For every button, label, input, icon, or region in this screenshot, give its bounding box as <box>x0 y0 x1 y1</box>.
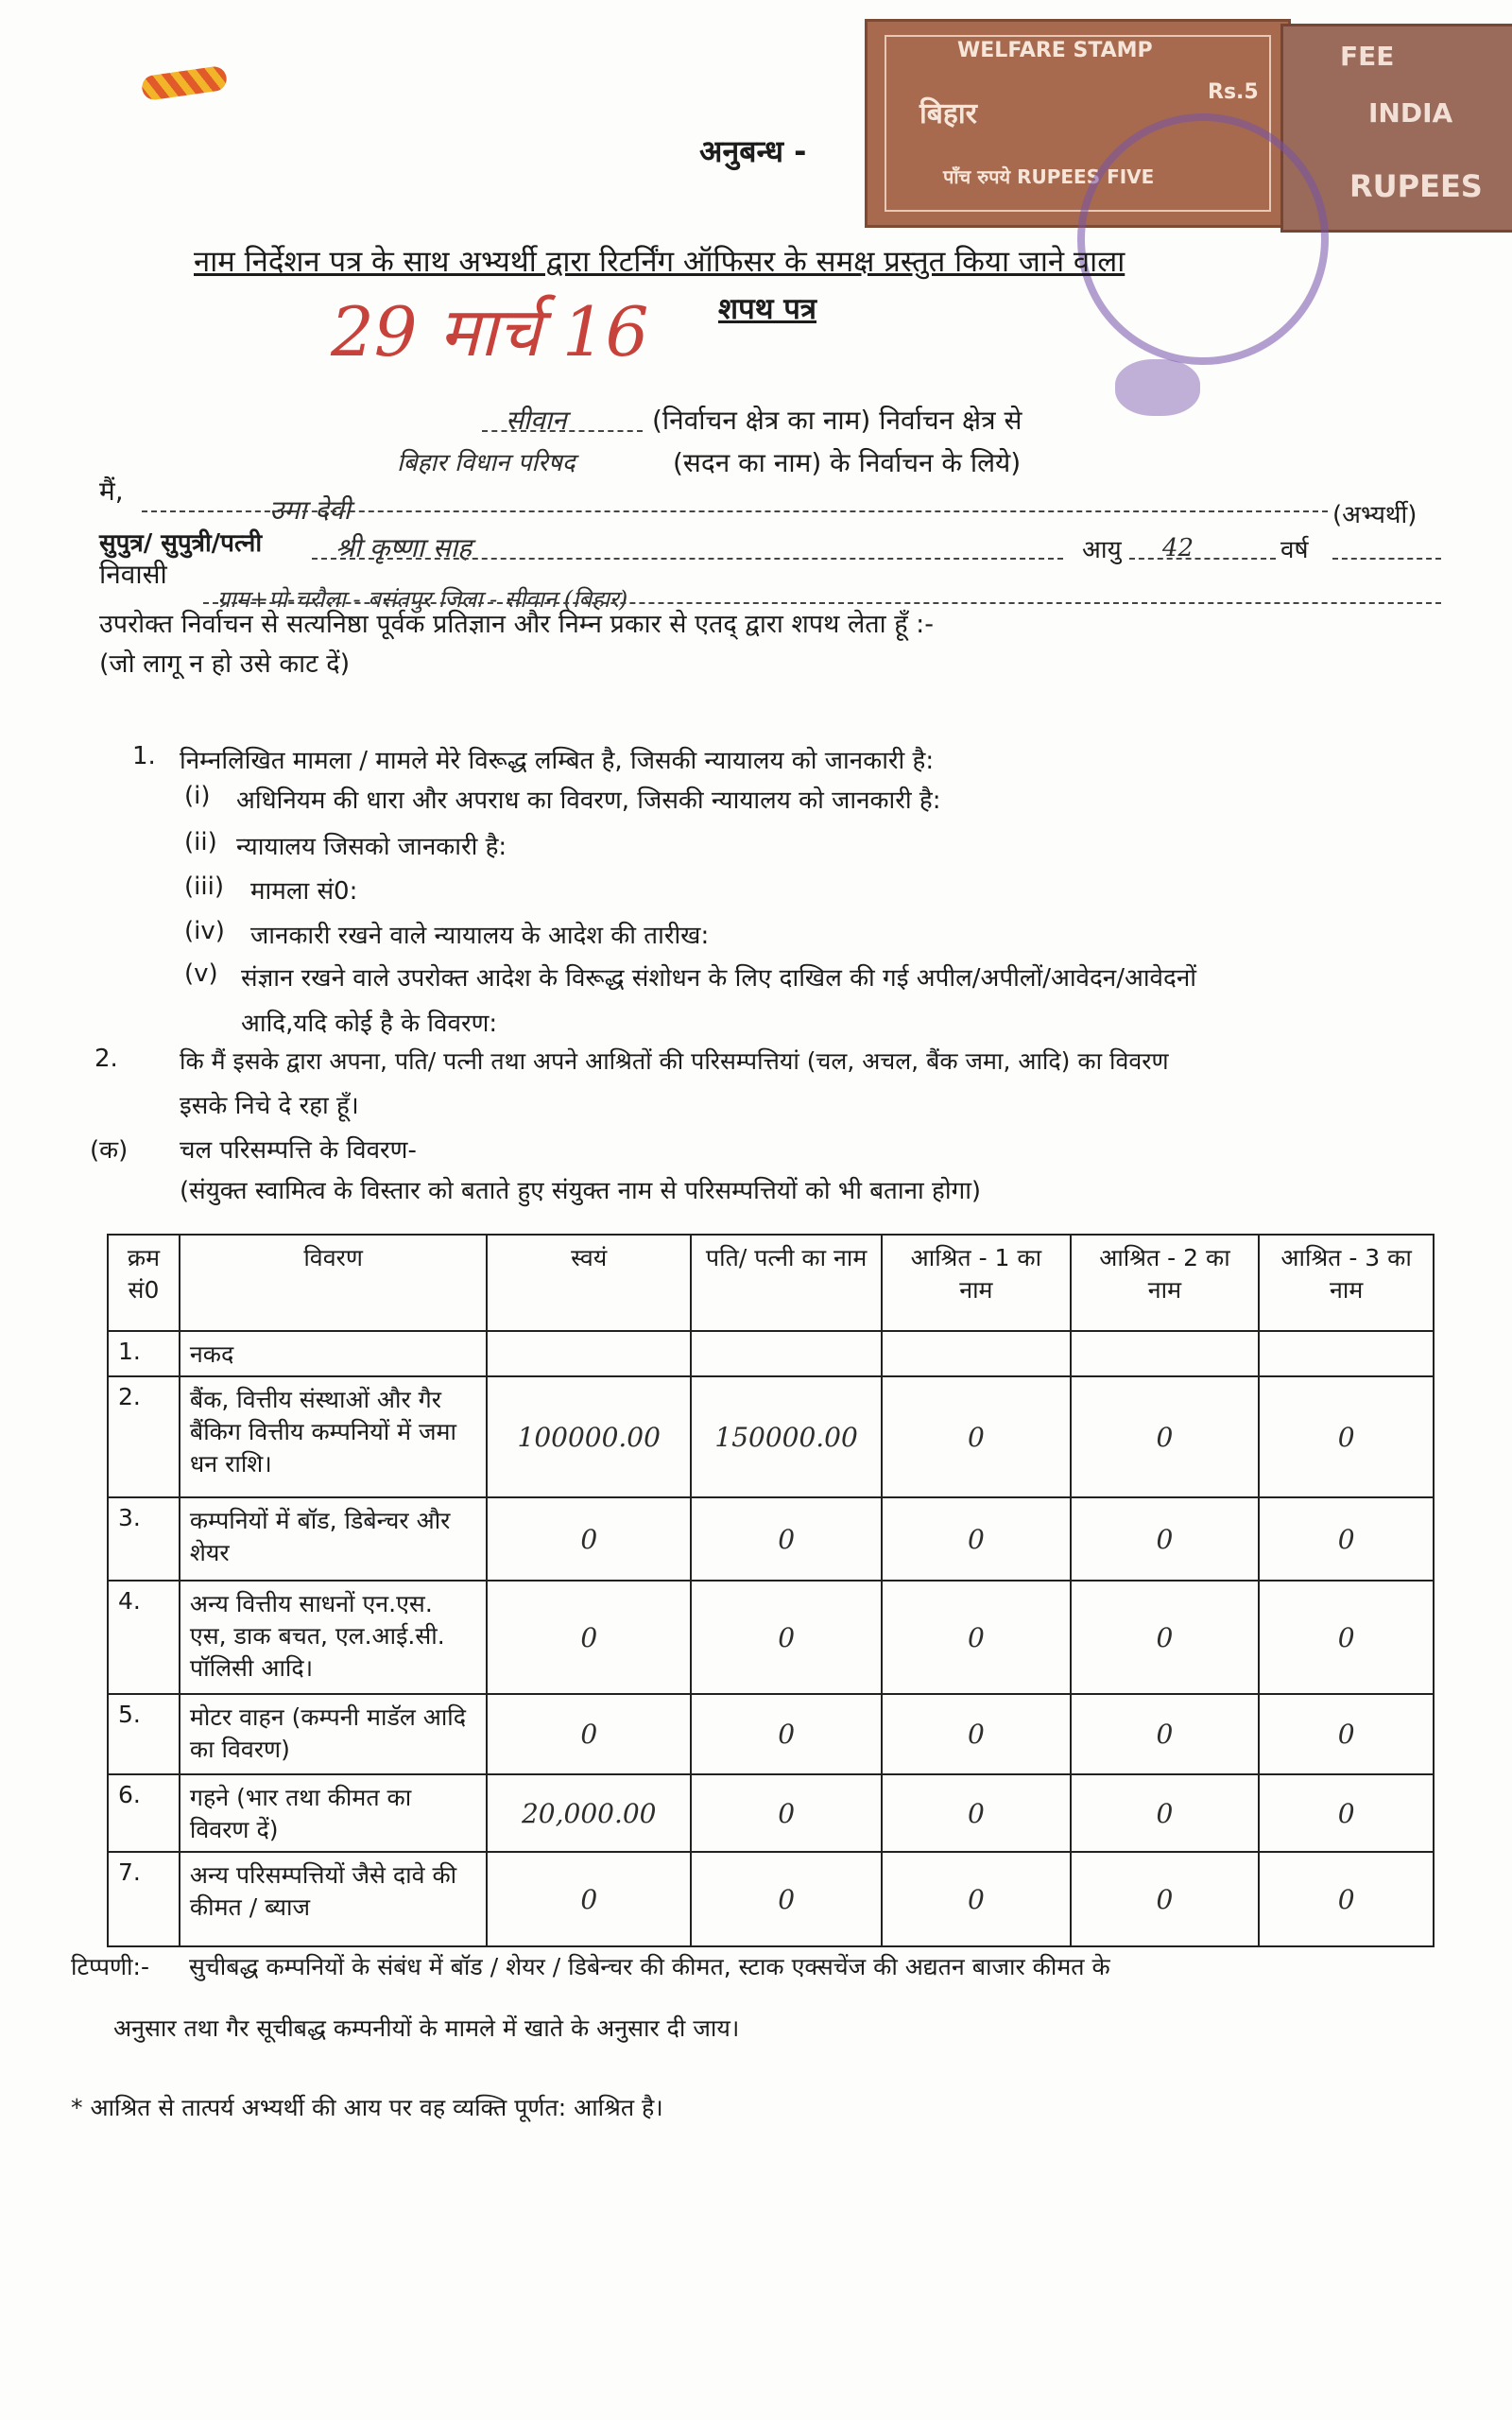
oath-line: उपरोक्त निर्वाचन से सत्यनिष्ठा पूर्वक प्रतिज्ञान और निम्न प्रकार से एतद् द्वारा शपथ लेता हूँ :- <box>99 610 935 639</box>
footnote: * आश्रित से तात्पर्य अभ्यर्थी की आय पर वह व्यक्ति पूर्णत: आश्रित है। <box>71 2094 663 2121</box>
movable-assets-table <box>107 1234 1435 1947</box>
sub-5-text: संज्ञान रखने वाले उपरोक्त आदेश के विरूद्ध संशोधन के लिए दाखिल की गई अपील/अपीलों/आवेदन/आवेदनों <box>241 964 1196 993</box>
house-value: बिहार विधान परिषद <box>397 449 576 477</box>
constituency-value: सीवान <box>506 405 567 436</box>
item-2-continuation: इसके निचे दे रहा हूँ। <box>180 1092 359 1120</box>
row-description: नकद <box>180 1331 487 1376</box>
value-dependent-3: 0 <box>1259 1581 1434 1694</box>
row-description: अन्य परिसम्पत्तियों जैसे दावे की कीमत / ब्याज <box>180 1852 487 1946</box>
row-description: मोटर वाहन (कम्पनी माडॅल आदि का विवरण) <box>180 1694 487 1774</box>
sub-2-number: (ii) <box>184 828 217 856</box>
sub-5-continuation: आदि,यदि कोई है के विवरण: <box>241 1010 498 1038</box>
item-2-text: कि मैं इसके द्वारा अपना, पति/ पत्नी तथा अपने आश्रितों की परिसम्पत्तियां (चल, अचल, बैंक जमा, आदि) का विवरण <box>180 1047 1169 1075</box>
candidate-label: (अभ्यर्थी) <box>1332 501 1418 529</box>
row-serial: 7. <box>108 1852 180 1946</box>
sub-3-text: मामला सं0: <box>250 877 358 906</box>
item-2-number: 2. <box>94 1045 118 1073</box>
value-dependent-3 <box>1259 1331 1434 1376</box>
row-serial: 1. <box>108 1331 180 1376</box>
value-spouse: 0 <box>691 1497 882 1581</box>
section-ka-title: चल परिसम्पत्ति के विवरण- <box>180 1136 417 1165</box>
age-label: आयु <box>1082 536 1122 564</box>
house-label: (सदन का नाम) के निर्वाचन के लिये) <box>673 447 1022 478</box>
value-dependent-1: 0 <box>882 1581 1071 1694</box>
seal-smudge <box>1115 359 1200 416</box>
value-self: 0 <box>487 1497 691 1581</box>
value-dependent-3: 0 <box>1259 1694 1434 1774</box>
value-spouse: 0 <box>691 1581 882 1694</box>
value-dependent-1 <box>882 1331 1071 1376</box>
col-description: विवरण <box>180 1235 487 1331</box>
value-self: 100000.00 <box>487 1376 691 1497</box>
value-dependent-2 <box>1071 1331 1260 1376</box>
row-description: कम्पनियों में बॉड, डिबेन्चर और शेयर <box>180 1497 487 1581</box>
value-dependent-1: 0 <box>882 1497 1071 1581</box>
value-spouse <box>691 1331 882 1376</box>
value-dependent-2: 0 <box>1071 1852 1260 1946</box>
i-label: मैं, <box>99 475 124 507</box>
item-1-number: 1. <box>132 742 156 770</box>
note-line-1: सुचीबद्ध कम्पनियों के संबंध में बॉड / शेयर / डिबेन्चर की कीमत, स्टाक एक्सचेंज की अद्यतन बाजार कीमत के <box>189 1953 1110 1980</box>
constituency-label: (निर्वाचन क्षेत्र का नाम) निर्वाचन क्षेत्र से <box>652 405 1022 436</box>
handwritten-date: 29 मार्च 16 <box>331 292 649 372</box>
table-row <box>108 1774 1434 1852</box>
note-label: टिप्पणी:- <box>71 1953 149 1980</box>
resident-label: निवासी <box>99 559 167 590</box>
item-1-text: निम्नलिखित मामला / मामले मेरे विरूद्ध लम्बित है, जिसकी न्यायालय को जानकारी है: <box>180 747 935 775</box>
sub-1-number: (i) <box>184 782 211 810</box>
col-spouse: पति/ पत्नी का नाम <box>691 1235 882 1331</box>
col-dependent-1: आश्रित - 1 का नाम <box>882 1235 1071 1331</box>
value-dependent-2: 0 <box>1071 1376 1260 1497</box>
row-serial: 6. <box>108 1774 180 1852</box>
page-title: शपथ पत्र <box>718 292 817 326</box>
col-self: स्वयं <box>487 1235 691 1331</box>
value-dependent-2: 0 <box>1071 1694 1260 1774</box>
value-spouse: 0 <box>691 1774 882 1852</box>
sub-1-text: अधिनियम की धारा और अपराध का विवरण, जिसकी न्यायालय को जानकारी है: <box>236 786 941 815</box>
table-row <box>108 1331 1434 1376</box>
row-serial: 3. <box>108 1497 180 1581</box>
binding-thread <box>141 65 229 101</box>
table-row <box>108 1376 1434 1497</box>
relation-value: श्री कृष्णा साह <box>335 532 472 563</box>
table-row <box>108 1497 1434 1581</box>
row-serial: 5. <box>108 1694 180 1774</box>
candidate-name: उमा देवी <box>269 494 351 526</box>
resident-value: ग्राम+पो-चरौला - बसंतपुर जिला - सीवान (बिहार) <box>217 586 628 613</box>
years-label: वर्ष <box>1280 536 1309 564</box>
note-line-2: अनुसार तथा गैर सूचीबद्ध कम्पनीयों के मामले में खाते के अनुसार दी जाय। <box>113 2014 740 2042</box>
value-dependent-1: 0 <box>882 1376 1071 1497</box>
age-value: 42 <box>1162 534 1194 562</box>
value-dependent-3: 0 <box>1259 1497 1434 1581</box>
sub-4-text: जानकारी रखने वाले न्यायालय के आदेश की तारीख: <box>250 922 710 950</box>
value-dependent-1: 0 <box>882 1852 1071 1946</box>
row-description: गहने (भार तथा कीमत का विवरण दें) <box>180 1774 487 1852</box>
relation-label: सुपुत्र/ सुपुत्री/पत्नी <box>99 529 263 558</box>
fee-stamp: FEE INDIA RUPEES <box>1280 24 1512 233</box>
sub-5-number: (v) <box>184 959 218 988</box>
row-description: बैंक, वित्तीय संस्थाओं और गैर बैंकिग वित्तीय कम्पनियों में जमा धन राशि। <box>180 1376 487 1497</box>
row-serial: 4. <box>108 1581 180 1694</box>
welfare-stamp: WELFARE STAMP Rs.5 बिहार पाँच रुपये RUPEES FIVE <box>865 19 1291 228</box>
col-serial: क्रम सं0 <box>108 1235 180 1331</box>
value-dependent-1: 0 <box>882 1694 1071 1774</box>
value-dependent-2: 0 <box>1071 1497 1260 1581</box>
value-dependent-3: 0 <box>1259 1774 1434 1852</box>
col-dependent-3: आश्रित - 3 का नाम <box>1259 1235 1434 1331</box>
value-self: 0 <box>487 1852 691 1946</box>
joint-ownership-note: (संयुक्त स्वामित्व के विस्तार को बताते हुए संयुक्त नाम से परिसम्पत्तियों को भी बताना होगा) <box>180 1177 982 1205</box>
strike-note: (जो लागू न हो उसे काट दें) <box>99 649 351 679</box>
value-dependent-3: 0 <box>1259 1376 1434 1497</box>
value-spouse: 0 <box>691 1694 882 1774</box>
table-row <box>108 1581 1434 1694</box>
value-self: 20,000.00 <box>487 1774 691 1852</box>
value-self <box>487 1331 691 1376</box>
sub-2-text: न्यायालय जिसको जानकारी है: <box>236 833 507 861</box>
value-dependent-2: 0 <box>1071 1581 1260 1694</box>
value-spouse: 0 <box>691 1852 882 1946</box>
section-ka-number: (क) <box>90 1136 129 1165</box>
value-dependent-3: 0 <box>1259 1852 1434 1946</box>
notary-seal <box>1077 113 1329 365</box>
value-dependent-2: 0 <box>1071 1774 1260 1852</box>
header-title-line: नाम निर्देशन पत्र के साथ अभ्यर्थी द्वारा रिटर्निंग ऑफिसर के समक्ष प्रस्तुत किया जाने वाला <box>194 245 1125 279</box>
value-self: 0 <box>487 1581 691 1694</box>
table-row <box>108 1694 1434 1774</box>
table-row <box>108 1852 1434 1946</box>
row-serial: 2. <box>108 1376 180 1497</box>
value-self: 0 <box>487 1694 691 1774</box>
value-dependent-1: 0 <box>882 1774 1071 1852</box>
col-dependent-2: आश्रित - 2 का नाम <box>1071 1235 1260 1331</box>
annex-label: अनुबन्ध - <box>699 133 807 169</box>
sub-4-number: (iv) <box>184 917 225 945</box>
sub-3-number: (iii) <box>184 873 224 901</box>
row-description: अन्य वित्तीय साधनों एन.एस. एस, डाक बचत, एल.आई.सी. पॉलिसी आदि। <box>180 1581 487 1694</box>
value-spouse: 150000.00 <box>691 1376 882 1497</box>
